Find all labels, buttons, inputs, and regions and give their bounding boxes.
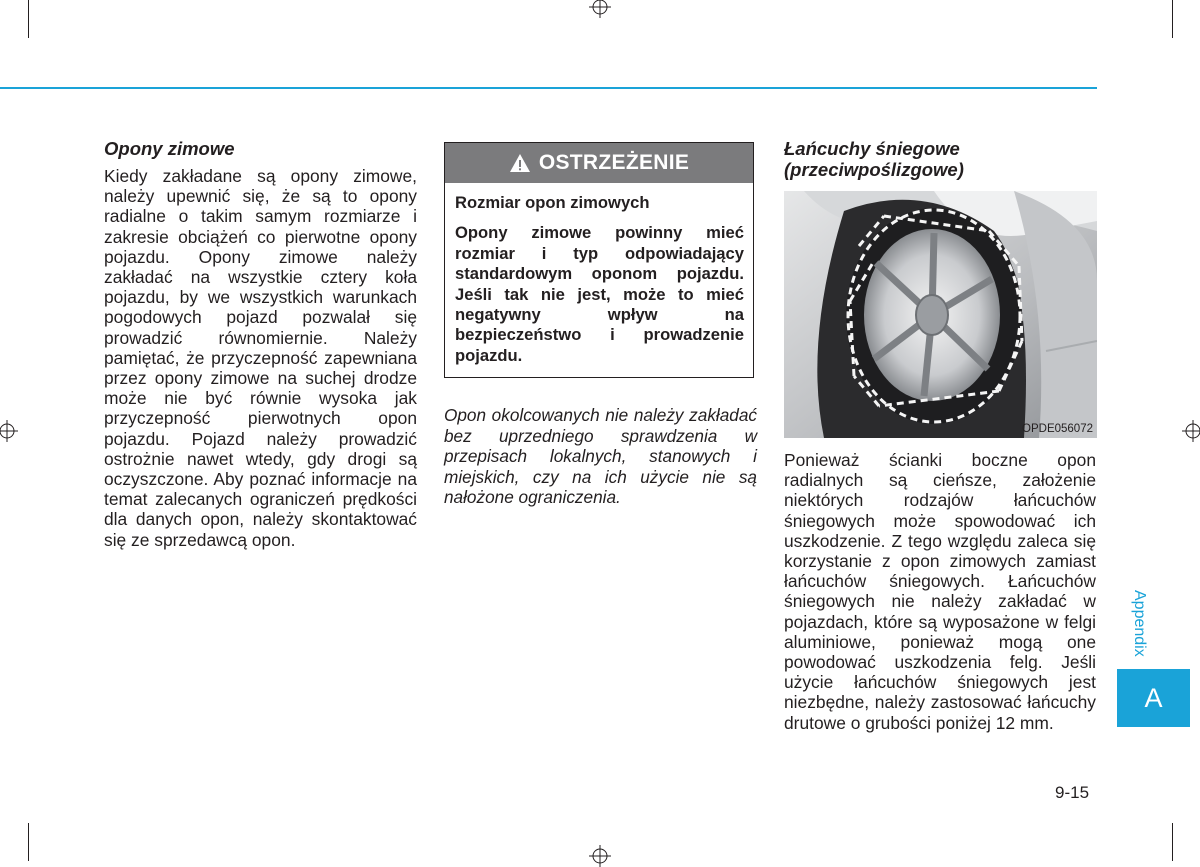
registration-mark-icon [1182,420,1200,442]
registration-mark-icon [0,420,18,442]
warning-label: OSTRZEŻENIE [538,151,690,174]
warning-triangle-icon [509,153,531,173]
crop-mark [1172,823,1173,861]
warning-title: Rozmiar opon zimowych [455,193,650,212]
appendix-tab-letter: A [1117,669,1190,727]
snow-chains-body-wrap [784,450,1096,733]
snow-chain-photo [784,191,1097,438]
warning-box [444,142,754,378]
snow-chains-body: Ponieważ ścianki boczne opon radialnych są cieńsze, założenie niektórych rodzajów łańcuchów śniegowych może spowodować ich uszkodzenie. Z tego względu zaleca się korzystanie z opon zimowych zamiast łańcuchów śniegowych. Łańcuchów śniegowych nie należy zakładać w pojazdach, które są wyposażone w felgi aluminiowe, ponieważ mogą one powodować uszkodzenia felg. Jeśli użycie łańcuchów śniegowych jest niezbędne, należy zastosować łańcuchy drutowe o grubości poniżej 12 mm. [784,450,1096,733]
crop-mark [28,823,29,861]
warning-body [445,183,753,366]
studded-tires-note: Opon okolcowanych nie należy zakładać bez uprzedniego sprawdzenia w przepisach lokalnych, stanowych i miejskich, czy na ich użycie nie są nałożone ograniczenia. [444,405,757,508]
appendix-tab-label: Appendix [1131,590,1148,657]
winter-tires-body: Kiedy zakładane są opony zimowe, należy upewnić się, że są to opony radialne o takim samym rozmiarze i zakresie obciążeń co pierwotne opony pojazdu. Opony zimowe należy zakładać na wszystkie cztery koła pojazdu, by we wszystkich warunkach pogodowych pojazd pozwalał się prowadzić równomiernie. Należy pamiętać, że przyczepność zapewniana przez opony zimowe na suchej drodze może nie być równie wysoka jak przyczepność pierwotnych opon pojazdu. Pojazd należy prowadzić ostrożnie nawet wtedy, gdy drogi są oczyszczone. Aby poznać informacje na temat zalecanych ograniczeń prędkości dla danych opon, należy skontaktować się ze sprzedawcą opon. [104,166,417,550]
registration-mark-icon [589,845,611,867]
header-rule [0,87,1097,89]
crop-mark [28,0,29,38]
tire-with-snow-chain-illustration [784,191,1097,438]
section-heading-winter-tires: Opony zimowe [104,138,235,159]
warning-text: Opony zimowe powinny mieć rozmiar i typ odpowiadający standardowym oponom pojazdu. Jeśli tak nie jest, może to mieć negatywny wpływ na bezpieczeństwo i prowadzenie pojazdu. [455,223,744,365]
left-column [104,138,417,550]
warning-header [445,143,753,183]
section-heading-snow-chains: Łańcuchy śniegowe (przeciwpoślizgowe) [784,138,964,180]
image-code: OPDE056072 [1022,423,1093,435]
crop-mark [1172,0,1173,38]
registration-mark-icon [589,0,611,18]
page-number: 9-15 [1055,783,1090,802]
right-column [784,138,1096,187]
